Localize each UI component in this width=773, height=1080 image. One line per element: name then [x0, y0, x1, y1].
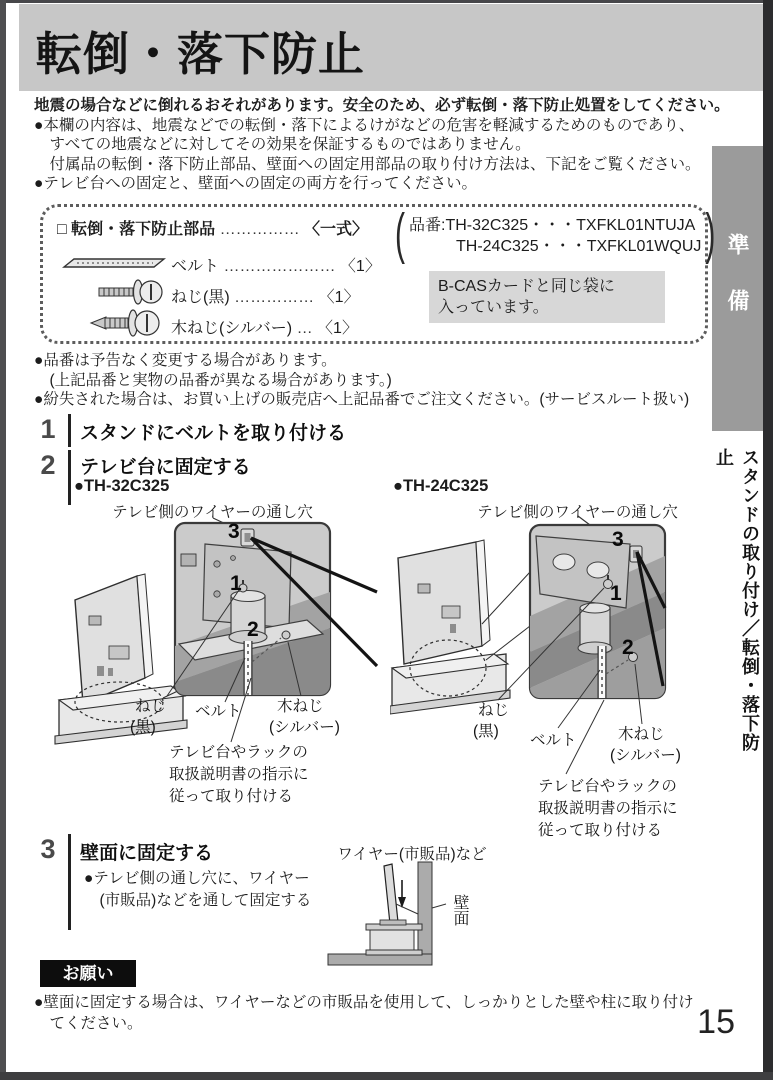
belt-icon: [61, 255, 167, 276]
label-instruction-1: テレビ台やラックの: [538, 778, 677, 795]
label-wood-screw: 木ねじ: [277, 698, 324, 715]
note-line: ●品番は予告なく変更する場合があります。: [34, 352, 337, 369]
note-line: ●紛失された場合は、お買い上げの販売店へ上記品番でご注文ください。(サービスルート扱い): [34, 391, 690, 408]
label-wood-screw-2: (シルバー): [269, 719, 340, 736]
part-number-group: [395, 204, 716, 266]
intro-line: ●本欄の内容は、地震などでの転倒・落下によるけがなどの危害を軽減するためのものであり、: [34, 116, 695, 134]
request-line1: ●壁面に固定する場合は、ワイヤーなどの市販品を使用して、しっかりとした壁や柱に取り付け: [34, 994, 694, 1011]
page-border-left: [0, 0, 6, 1080]
bcas-note: [429, 271, 665, 323]
callout-2: 2: [622, 636, 634, 659]
page-border-bottom: [0, 1072, 773, 1080]
label-screw-black-2: (黒): [473, 723, 499, 740]
callout-1: 1: [610, 582, 622, 605]
step1-number: 1: [40, 414, 56, 444]
parts-set-label: □ 転倒・落下防止部品: [57, 221, 216, 238]
intro-line: 付属品の転倒・落下防止部品、壁面への固定用部品の取り付け方法は、下記をご覧ください。: [34, 155, 701, 173]
hole-caption: テレビ側のワイヤーの通し穴: [477, 504, 678, 521]
dot-leader: …: [296, 320, 313, 337]
header-band: [19, 4, 763, 91]
step-rule: [68, 834, 71, 930]
wire-caption: ワイヤー(市販品)など: [337, 846, 487, 863]
callout-2: 2: [247, 618, 259, 641]
step1-heading: スタンドにベルトを取り付ける: [80, 423, 347, 444]
request-block: [34, 992, 694, 1034]
step3-number: 3: [40, 834, 56, 864]
step3-heading: 壁面に固定する: [80, 843, 214, 864]
step3-bullet-line1: ●テレビ側の通し穴に、ワイヤー: [84, 870, 310, 887]
step3-bullet-line2: (市販品)などを通して固定する: [84, 892, 312, 909]
label-instruction-1: テレビ台やラックの: [169, 744, 308, 761]
label-screw-black-2: (黒): [130, 719, 156, 736]
wall-label: 壁面: [451, 894, 468, 926]
intro-line: すべての地震などに対してその効果を保証するものではありません。: [34, 136, 531, 154]
dot-leader: ……………: [234, 289, 315, 306]
label-instruction-2: 取扱説明書の指示に: [169, 766, 309, 783]
screw-black-row: [171, 284, 359, 307]
wood-screw-qty: 〈1〉: [317, 320, 358, 337]
step2-heading: テレビ台に固定する: [80, 457, 251, 478]
diagram-wall-fixing: [322, 842, 532, 982]
sidebar-tab-label: 準備: [725, 232, 750, 345]
label-screw-black: ねじ: [135, 698, 167, 715]
label-belt: ベルト: [530, 732, 577, 749]
part-numbers: [409, 215, 701, 257]
screw-black-label: ねじ(黒): [171, 289, 230, 306]
intro-line: ●テレビ台への固定と、壁面への固定の両方を行ってください。: [34, 175, 478, 193]
step-rule: [68, 414, 71, 447]
screw-black-qty: 〈1〉: [318, 289, 360, 306]
belt-label: ベルト: [171, 258, 220, 275]
label-instruction-3: 従って取り付ける: [538, 822, 663, 839]
wood-screw-icon: [89, 309, 167, 343]
accessory-parts-box: [40, 204, 716, 344]
step2-number: 2: [40, 450, 56, 480]
callout-3: 3: [228, 520, 240, 543]
label-belt: ベルト: [195, 703, 242, 720]
intro-lead: 地震の場合などに倒れるおそれがあります。安全のため、必ず転倒・落下防止処置をしてください。: [34, 97, 730, 114]
label-instruction-2: 取扱説明書の指示に: [538, 800, 678, 817]
callout-1: 1: [230, 572, 242, 595]
model-label-th24c325: ●TH-24C325: [393, 477, 489, 495]
screw-black-icon: [95, 279, 167, 311]
label-wood-screw-2: (シルバー): [610, 747, 681, 764]
note-line: (上記品番と実物の品番が異なる場合があります。): [34, 371, 392, 389]
page-border-right: [763, 0, 773, 1080]
intro-block: [34, 96, 730, 194]
dot-leader: ……………: [219, 221, 300, 238]
wood-screw-row: [171, 315, 358, 338]
belt-row: [171, 253, 381, 276]
hole-caption: テレビ側のワイヤーの通し穴: [112, 504, 313, 521]
step3-bullets: [84, 868, 311, 912]
wood-screw-label: 木ねじ(シルバー): [171, 320, 293, 337]
request-badge: お願い: [40, 960, 136, 987]
label-wood-screw: 木ねじ: [618, 726, 665, 743]
parts-set-qty: 〈一式〉: [304, 221, 369, 238]
model-label-th32c325: ●TH-32C325: [74, 477, 170, 495]
page-number: 15: [697, 1003, 735, 1041]
bcas-note-line1: B-CASカードと同じ袋に: [438, 278, 615, 295]
notes-block: [34, 351, 689, 410]
paren-right: ): [705, 204, 716, 266]
bcas-note-line2: 入っています。: [438, 299, 549, 316]
parts-set-row: [57, 216, 368, 239]
dot-leader: …………………: [223, 258, 336, 275]
label-instruction-3: 従って取り付ける: [169, 788, 294, 805]
paren-left: (: [395, 204, 405, 266]
diagram-th32c325: [45, 496, 380, 830]
part-number-line2: TH-24C325・・・TXFKL01WQUJ: [456, 238, 702, 255]
request-line2: てください。: [34, 1015, 143, 1032]
belt-qty: 〈1〉: [339, 258, 381, 275]
diagram-th24c325: [390, 496, 725, 848]
page-title: 転倒・落下防止: [36, 28, 365, 80]
part-number-line1: 品番:TH-32C325・・・TXFKL01NTUJA: [409, 217, 696, 234]
label-screw-black: ねじ: [478, 702, 510, 719]
sidebar-section-heading-label: スタンドの取り付け／転倒・落下防止: [714, 448, 760, 752]
callout-3: 3: [612, 528, 624, 551]
page-border-top: [0, 0, 773, 3]
